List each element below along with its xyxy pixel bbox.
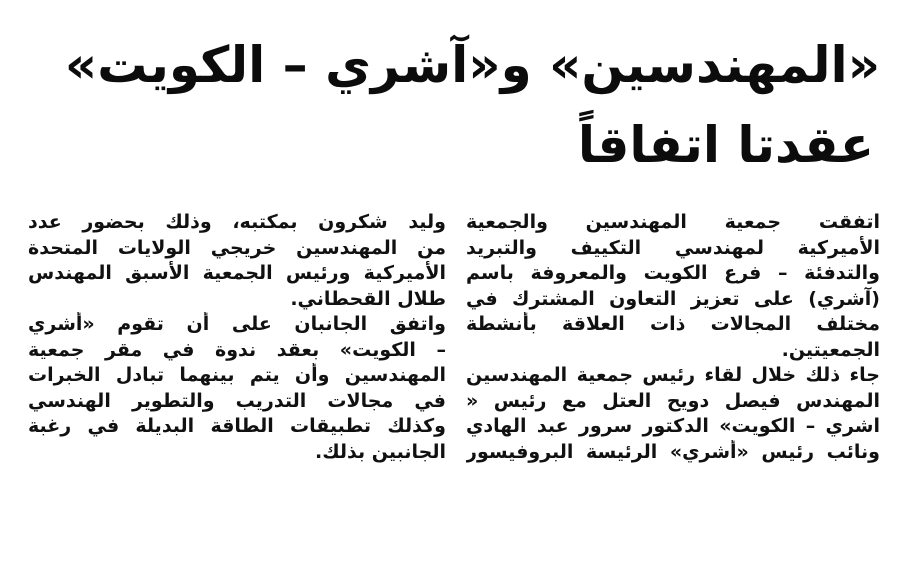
text-line: اتفقت جمعية المهندسين والجمعية bbox=[466, 211, 880, 233]
article-column-right bbox=[466, 210, 880, 465]
text-line: المهندس فيصل دويح العتل مع رئيس « bbox=[466, 389, 880, 412]
text-line: مختلف المجالات ذات العلاقة بأنشطة bbox=[466, 313, 880, 335]
text-line: الأميركية ورئيس الجمعية الأسبق المهندس bbox=[28, 262, 446, 284]
text-line: في مجالات التدريب والتطوير الهندسي bbox=[28, 389, 446, 412]
text-line: المهندسين وأن يتم بينهما تبادل الخبرات bbox=[28, 364, 446, 386]
text-line: الجمعيتين. bbox=[781, 338, 880, 361]
text-line: اشري – الكويت» الدكتور سرور عبد الهادي bbox=[466, 415, 880, 437]
text-line: وليد شكرون بمكتبه، وذلك بحضور عدد bbox=[28, 211, 446, 233]
article-column-left bbox=[28, 210, 446, 465]
text-line: وكذلك تطبيقات الطاقة البديلة في رغبة bbox=[28, 415, 446, 437]
text-line: الأميركية لمهندسي التكييف والتبريد bbox=[466, 236, 880, 259]
text-line: الجانبين بذلك. bbox=[315, 440, 446, 463]
text-line: (آشري) على تعزيز التعاون المشترك في bbox=[466, 287, 880, 310]
headline-line-1: «المهندسين» و«آشري – الكويت» bbox=[64, 36, 880, 94]
text-line: طلال القحطاني. bbox=[290, 287, 446, 310]
text-line: جاء ذلك خلال لقاء رئيس جمعية المهندسين bbox=[466, 364, 880, 386]
text-line: – الكويت» بعقد ندوة في مقر جمعية bbox=[28, 338, 446, 361]
text-line: ونائب رئيس «أشري» الرئيسة البروفيسور bbox=[466, 440, 880, 463]
text-line: من المهندسين خريجي الولايات المتحدة bbox=[28, 236, 446, 259]
text-line: واتفق الجانبان على أن تقوم «أشري bbox=[28, 313, 446, 335]
text-line: والتدفئة – فرع الكويت والمعروفة باسم bbox=[466, 262, 880, 284]
headline-line-2: عقدتا اتفاقاً bbox=[577, 116, 874, 174]
